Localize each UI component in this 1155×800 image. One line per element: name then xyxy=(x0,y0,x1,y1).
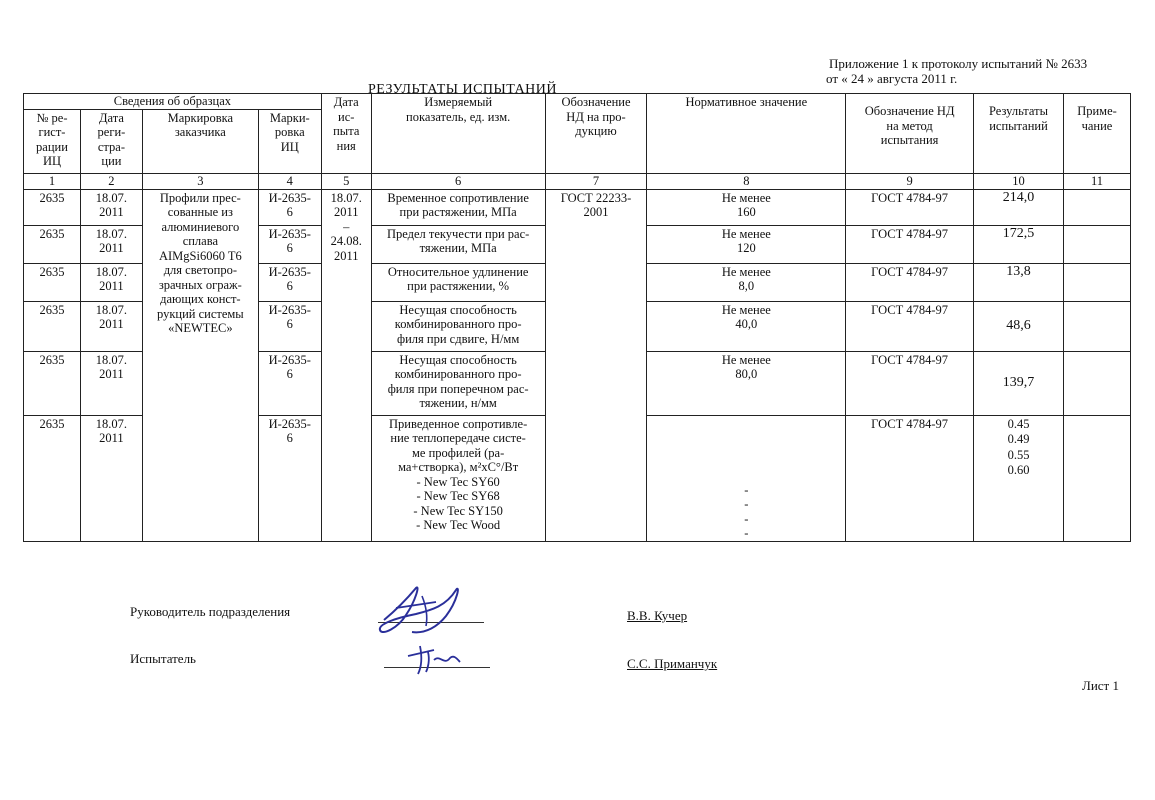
note-cell xyxy=(1063,263,1130,301)
reg-date: 18.07. 2011 xyxy=(80,225,142,263)
head-name: В.В. Кучер xyxy=(627,608,688,623)
protocol-appendix-line: Приложение 1 к протоколу испытаний № 2633 xyxy=(829,56,1088,71)
reg-date: 18.07. 2011 xyxy=(80,301,142,351)
parameter: Относительное удлинение при растяжении, % xyxy=(371,263,545,301)
method-nd: ГОСТ 4784-97 xyxy=(846,415,974,541)
test-result: 172,5 xyxy=(974,225,1064,263)
method-nd: ГОСТ 4784-97 xyxy=(846,301,974,351)
col-header-1: № ре- гист- рации ИЦ xyxy=(24,109,81,173)
col-number: 2 xyxy=(80,173,142,189)
col-number: 7 xyxy=(545,173,647,189)
reg-number: 2635 xyxy=(24,415,81,541)
column-number-row xyxy=(24,173,1131,189)
norm-value: Не менее 8,0 xyxy=(647,263,846,301)
product-nd: ГОСТ 22233- 2001 xyxy=(545,189,647,541)
lab-marking: И-2635- 6 xyxy=(258,415,321,541)
parameter: Несущая способность комбинированного про- филя при сдвиге, Н/мм xyxy=(371,301,545,351)
col-number: 1 xyxy=(24,173,81,189)
reg-number: 2635 xyxy=(24,351,81,415)
results-table xyxy=(23,93,1131,542)
method-nd: ГОСТ 4784-97 xyxy=(846,225,974,263)
sheet-number: Лист 1 xyxy=(1082,678,1119,693)
norm-value: Не менее 120 xyxy=(647,225,846,263)
col-header-7: Обозначение НД на про- дукцию xyxy=(545,94,647,174)
reg-number: 2635 xyxy=(24,189,81,225)
reg-number: 2635 xyxy=(24,225,81,263)
tester-label: Испытатель xyxy=(130,651,196,666)
col-number: 6 xyxy=(371,173,545,189)
col-number: 5 xyxy=(321,173,371,189)
parameter: Приведенное сопротивле- ние теплопередаче систе- ме профилей (ра- ма+створка), м²хС°/Вт - New Tec SY60 - New Tec SY68 - New Tec SY150 - New Tec Wood xyxy=(371,415,545,541)
method-nd: ГОСТ 4784-97 xyxy=(846,351,974,415)
col-header-5: Дата ис- пыта ния xyxy=(321,94,371,174)
col-number: 8 xyxy=(647,173,846,189)
table-row xyxy=(24,189,1131,225)
note-cell xyxy=(1063,351,1130,415)
tester-signature-icon xyxy=(404,640,464,678)
group-header: Сведения об образцах xyxy=(24,94,322,110)
col-number: 4 xyxy=(258,173,321,189)
note-cell xyxy=(1063,415,1130,541)
parameter: Предел текучести при рас- тяжении, МПа xyxy=(371,225,545,263)
lab-marking: И-2635- 6 xyxy=(258,189,321,225)
note-cell xyxy=(1063,301,1130,351)
tester-name: С.С. Приманчук xyxy=(627,656,718,671)
test-result: 139,7 xyxy=(974,351,1064,415)
lab-marking: И-2635- 6 xyxy=(258,263,321,301)
header-row-1 xyxy=(24,94,1131,110)
method-nd: ГОСТ 4784-97 xyxy=(846,189,974,225)
lab-marking: И-2635- 6 xyxy=(258,301,321,351)
lab-marking: И-2635- 6 xyxy=(258,351,321,415)
col-header-2: Дата реги- стра- ции xyxy=(80,109,142,173)
note-cell xyxy=(1063,225,1130,263)
method-nd: ГОСТ 4784-97 xyxy=(846,263,974,301)
reg-date: 18.07. 2011 xyxy=(80,263,142,301)
document-title-text: РЕЗУЛЬТАТЫ ИСПЫТАНИЙ xyxy=(367,82,558,97)
head-label: Руководитель подразделения xyxy=(130,604,291,619)
lab-marking: И-2635- 6 xyxy=(258,225,321,263)
col-number: 10 xyxy=(974,173,1064,189)
reg-number: 2635 xyxy=(24,263,81,301)
reg-date: 18.07. 2011 xyxy=(80,189,142,225)
test-result: 0.45 0.49 0.55 0.60 xyxy=(974,415,1064,541)
col-number: 3 xyxy=(142,173,258,189)
col-header-8: Нормативное значение xyxy=(647,94,846,174)
parameter: Несущая способность комбинированного про- филя при поперечном рас- тяжении, н/мм xyxy=(371,351,545,415)
col-header-3: Маркировка заказчика xyxy=(142,109,258,173)
test-date: 18.07. 2011 – 24.08. 2011 xyxy=(321,189,371,541)
col-header-4: Марки- ровка ИЦ xyxy=(258,109,321,173)
col-number: 11 xyxy=(1063,173,1130,189)
col-number: 9 xyxy=(846,173,974,189)
note-cell xyxy=(1063,189,1130,225)
norm-value: Не менее 40,0 xyxy=(647,301,846,351)
col-header-10: Результаты испытаний xyxy=(974,94,1064,174)
col-header-9: Обозначение НД на метод испытания xyxy=(846,94,974,174)
test-result: 48,6 xyxy=(974,301,1064,351)
col-header-11: Приме- чание xyxy=(1063,94,1130,174)
parameter: Временное сопротивление при растяжении, МПа xyxy=(371,189,545,225)
reg-date: 18.07. 2011 xyxy=(80,351,142,415)
norm-value: Не менее 160 xyxy=(647,189,846,225)
reg-date: 18.07. 2011 xyxy=(80,415,142,541)
customer-marking: Профили прес- сованные из алюминиевого сплава AIMgSi6060 T6 для светопро- зрачных ограж- дающих конст- рукций системы «NEWTEC» xyxy=(142,189,258,541)
norm-value: Не менее 80,0 xyxy=(647,351,846,415)
test-result: 214,0 xyxy=(974,189,1064,225)
test-result: 13,8 xyxy=(974,263,1064,301)
protocol-date-line: от « 24 » августа 2011 г. xyxy=(826,71,958,86)
head-signature-icon xyxy=(376,580,466,640)
col-header-6: Измеряемый показатель, ед. изм. xyxy=(371,94,545,174)
reg-number: 2635 xyxy=(24,301,81,351)
norm-value: - - - - xyxy=(647,415,846,541)
